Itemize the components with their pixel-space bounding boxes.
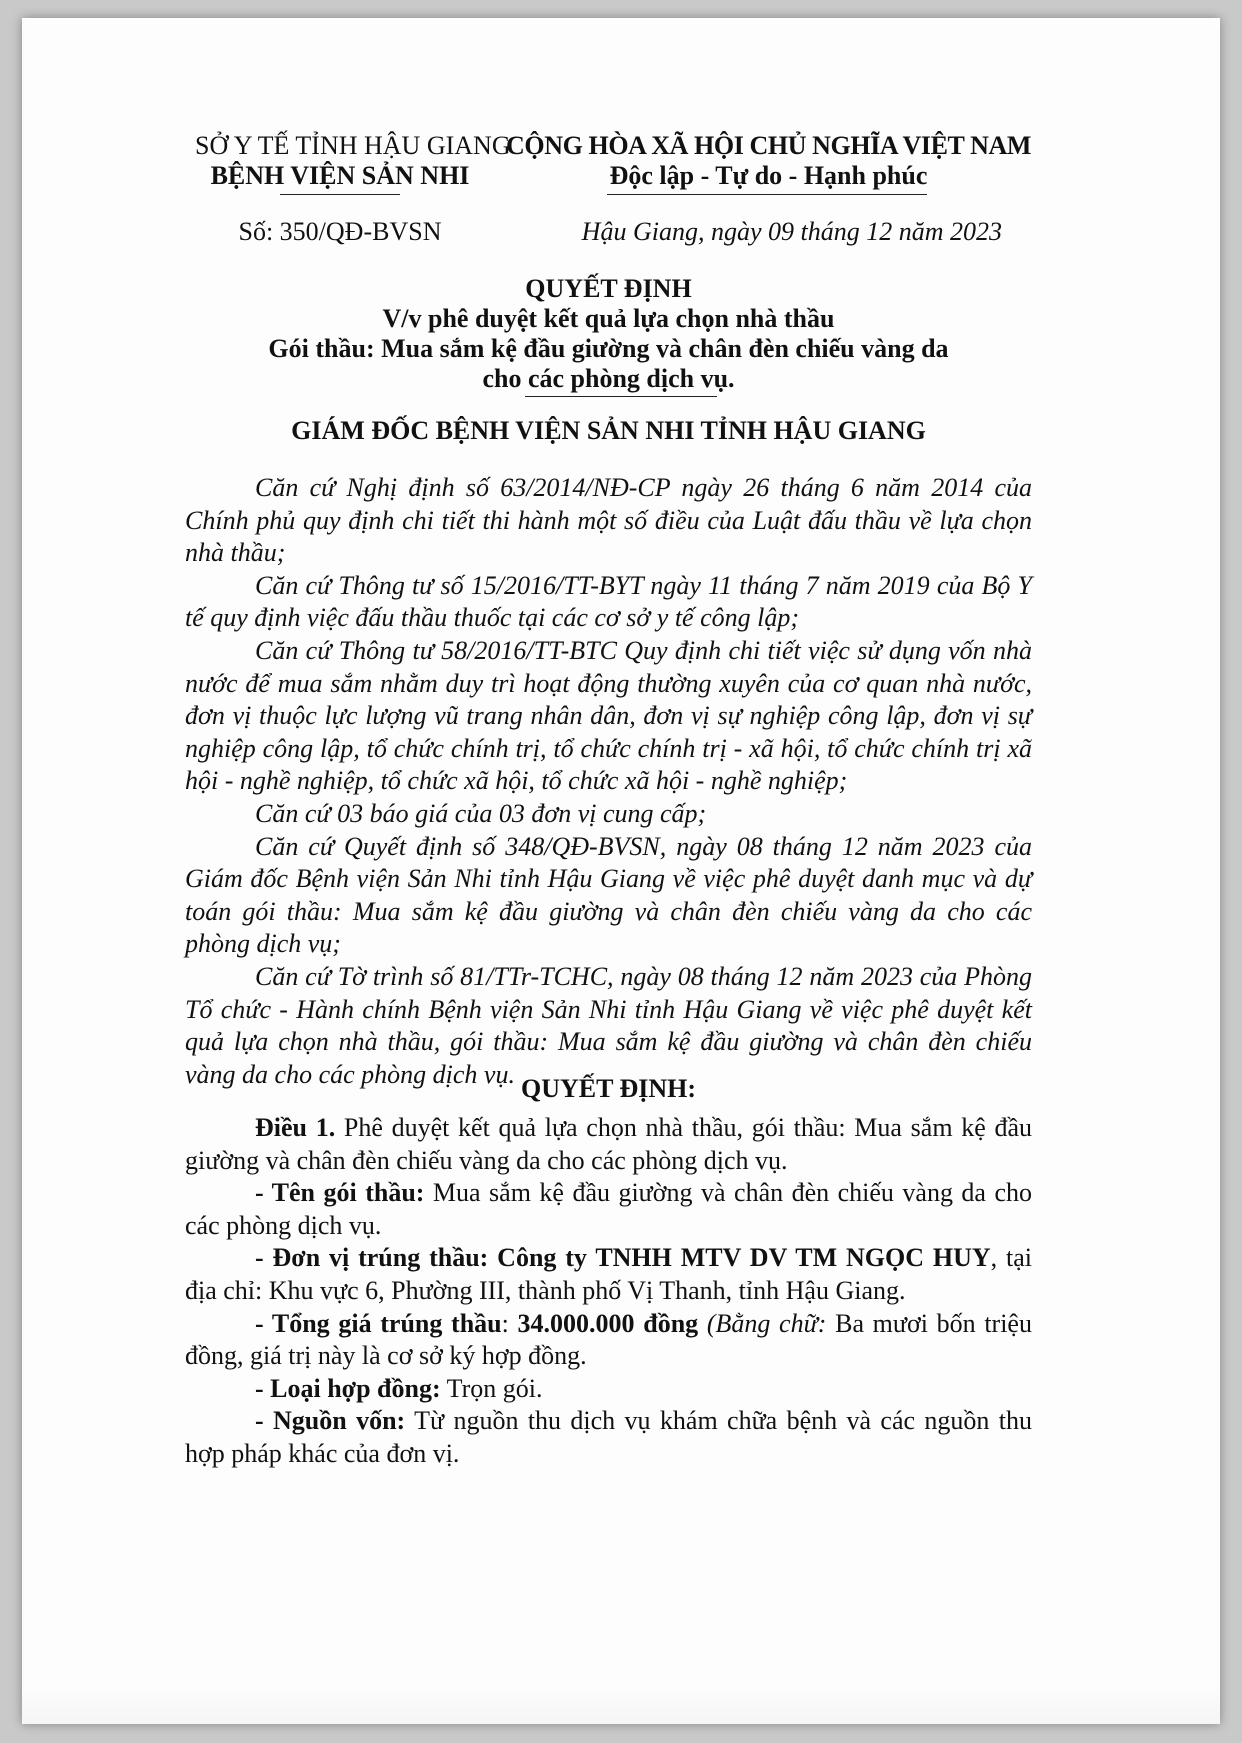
legal-bases [185, 472, 1032, 1091]
place-and-date: Hậu Giang, ngày 09 tháng 12 năm 2023 [581, 217, 1002, 246]
legal-basis-1: Căn cứ Nghị định số 63/2014/NĐ-CP ngày 26 tháng 6 năm 2014 của Chính phủ quy định chi tiết thi hành một số điều của Luật đấu thầu về lựa chọn nhà thầu; [185, 473, 1032, 568]
nation-name: CỘNG HÒA XÃ HỘI CHỦ NGHĨA VIỆT NAM [506, 131, 1031, 160]
article-1 [185, 1112, 1032, 1471]
decision-subject-line1: V/v phê duyệt kết quả lựa chọn nhà thầu [382, 304, 835, 333]
item-winning-bidder [185, 1242, 1032, 1307]
item-funding-source-label: - Nguồn vốn: [255, 1406, 406, 1436]
decision-subject-line3: cho các phòng dịch vụ. [482, 364, 735, 393]
item-package-name [185, 1177, 1032, 1242]
motto-underline [607, 194, 927, 195]
item-total-price-amount: 34.000.000 đồng [517, 1308, 699, 1338]
legal-basis-6: Căn cứ Tờ trình số 81/TTr-TCHC, ngày 08 tháng 12 năm 2023 của Phòng Tổ chức - Hành chính Bệnh viện Sản Nhi tỉnh Hậu Giang về việc phê duyệt kết quả lựa chọn nhà thầu, gói thầu: Mua sắm kệ đầu giường và chân đèn chiếu vàng da cho các phòng dịch vụ. [185, 961, 1032, 1089]
item-package-name-value: Mua sắm kệ đầu giường và chân đèn chiếu vàng da cho các phòng dịch vụ. [185, 1178, 1032, 1240]
decision-heading: QUYẾT ĐỊNH: [520, 1074, 697, 1103]
document-page [22, 18, 1220, 1724]
item-winning-bidder-label: - Đơn vị trúng thầu: [255, 1243, 498, 1273]
agency-name: SỞ Y TẾ TỈNH HẬU GIANG [195, 131, 511, 160]
item-total-price-colon: : [501, 1308, 518, 1338]
national-motto: Độc lập - Tự do - Hạnh phúc [609, 161, 928, 190]
hospital-name: BỆNH VIỆN SẢN NHI [210, 161, 470, 190]
item-package-name-label: - Tên gói thầu: [255, 1178, 425, 1208]
document-number: Số: 350/QĐ-BVSN [238, 217, 442, 246]
item-total-price-words: Ba mươi bốn triệu đồng, giá trị này là cơ sở ký hợp đồng. [185, 1308, 1032, 1371]
issuing-authority: GIÁM ĐỐC BỆNH VIỆN SẢN NHI TỈNH HẬU GIANG [291, 416, 926, 445]
article-1-intro [185, 1112, 1032, 1177]
legal-basis-4: Căn cứ 03 báo giá của 03 đơn vị cung cấp; [255, 798, 707, 828]
item-winning-bidder-address: , tại địa chỉ: Khu vực 6, Phường III, thành phố Vị Thanh, tỉnh Hậu Giang. [185, 1243, 1032, 1305]
item-funding-source [185, 1405, 1032, 1470]
legal-basis-2: Căn cứ Thông tư số 15/2016/TT-BYT ngày 11 tháng 7 năm 2019 của Bộ Y tế quy định việc đấu thầu thuốc tại các cơ sở y tế công lập; [185, 570, 1032, 633]
item-contract-type-label: - Loại hợp đồng: [255, 1373, 441, 1403]
decision-subject-line2: Gói thầu: Mua sắm kệ đầu giường và chân đèn chiếu vàng da [268, 334, 949, 363]
item-contract-type-value: Trọn gói. [440, 1373, 543, 1403]
legal-basis-5: Căn cứ Quyết định số 348/QĐ-BVSN, ngày 08 tháng 12 năm 2023 của Giám đốc Bệnh viện Sản Nhi tỉnh Hậu Giang về việc phê duyệt danh mục và dự toán gói thầu: Mua sắm kệ đầu giường và chân đèn chiếu vàng da cho các phòng dịch vụ; [185, 831, 1032, 959]
hospital-underline [280, 194, 400, 195]
subject-underline [525, 396, 717, 397]
item-funding-source-value: Từ nguồn thu dịch vụ khám chữa bệnh và các nguồn thu hợp pháp khác của đơn vị. [185, 1406, 1032, 1468]
item-winning-bidder-company: Công ty TNHH MTV DV TM NGỌC HUY [497, 1243, 991, 1273]
legal-basis-3: Căn cứ Thông tư 58/2016/TT-BTC Quy định chi tiết việc sử dụng vốn nhà nước để mua sắm nhằm duy trì hoạt động thường xuyên của cơ quan nhà nước, đơn vị thuộc lực lượng vũ trang nhân dân, đơn vị sự nghiệp công lập, đơn vị sự nghiệp công lập, tổ chức chính trị, tổ chức chính trị - xã hội, tổ chức chính trị xã hội - nghề nghiệp, tổ chức xã hội, tổ chức xã hội - nghề nghiệp; [185, 635, 1032, 796]
item-contract-type [185, 1373, 1032, 1406]
item-total-price-label: - Tổng giá trúng thầu [255, 1308, 502, 1338]
item-total-price [185, 1308, 1032, 1373]
decision-title: QUYẾT ĐỊNH [525, 274, 692, 303]
article-1-text: Phê duyệt kết quả lựa chọn nhà thầu, gói thầu: Mua sắm kệ đầu giường và chân đèn chiếu vàng da cho các phòng dịch vụ. [185, 1113, 1033, 1175]
item-total-price-words-label: (Bằng chữ: [698, 1308, 827, 1338]
article-1-label: Điều 1. [255, 1113, 336, 1142]
